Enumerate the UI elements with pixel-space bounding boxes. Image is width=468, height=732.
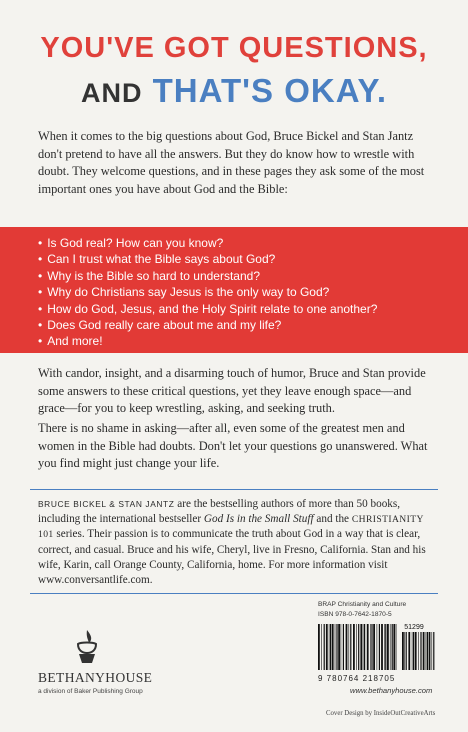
question-item: • Does God really care about me and my life?: [38, 317, 377, 333]
divider-bottom: [30, 593, 438, 594]
category-label: BRAP Christianity and Culture: [318, 601, 407, 608]
bio-book-title: God Is in the Small Stuff: [203, 513, 314, 526]
questions-box: [0, 227, 468, 353]
question-item: • Can I trust what the Bible says about God?: [38, 251, 377, 267]
price-code: 51299: [404, 624, 424, 631]
publisher-name: BETHANYHOUSE: [38, 670, 153, 685]
bio-text-3: series. Their passion is to communicate the truth about God in a way that is clear, correct, and casual. Bruce and his wife, Cheryl, live in Fresno, California. Stan and his wife, Karin, call Orange County, California, home. For more information visit www.conversantlife.com.: [38, 528, 426, 587]
bio-series: CHRISTIANITY 101: [38, 514, 424, 541]
publisher-logo: [38, 628, 153, 698]
bio-text-1: are the bestselling authors of more than 50 books, including the international bestseller: [38, 498, 401, 526]
lamp-icon: [74, 628, 100, 666]
isbn-label: ISBN 978-0-7642-1870-5: [318, 611, 392, 618]
barcode-icon: [318, 622, 436, 672]
paragraph-3: There is no shame in asking—after all, even some of the greatest men and women in the Bible had doubts. Don't let your questions go unanswered. What you find might just change your life.: [38, 421, 428, 470]
headline-line-2: [0, 72, 468, 110]
paragraph-2: With candor, insight, and a disarming touch of humor, Bruce and Stan provide some answers to these critical questions, yet they leave enough space—and grace—for you to keep wrestling, asking, and seeking truth.: [38, 366, 426, 415]
cover-credit: Cover Design by InsideOutCreativeArts: [326, 710, 436, 717]
question-item: • Why is the Bible so hard to understand?: [38, 268, 377, 284]
author-bio: [38, 497, 438, 588]
ean-number: 9 780764 218705: [318, 674, 396, 683]
headline-and: AND: [80, 78, 143, 108]
bio-authors: BRUCE BICKEL & STAN JANTZ: [38, 499, 175, 509]
question-item: • And more!: [38, 333, 377, 349]
publisher-subtitle: a division of Baker Publishing Group: [38, 688, 143, 695]
question-item: • Is God real? How can you know?: [38, 235, 377, 251]
headline-okay: THAT'S OKAY.: [152, 72, 388, 109]
questions-list: [38, 235, 377, 350]
question-item: • Why do Christians say Jesus is the only way to God?: [38, 284, 377, 300]
publisher-website: www.bethanyhouse.com: [350, 686, 433, 695]
divider-top: [30, 489, 438, 490]
question-item: • How do God, Jesus, and the Holy Spirit relate to one another?: [38, 301, 377, 317]
bio-text-2: and the: [313, 513, 352, 526]
headline-line-1: YOU'VE GOT QUESTIONS,: [40, 32, 428, 64]
intro-paragraph: When it comes to the big questions about God, Bruce Bickel and Stan Jantz don't pretend to have all the answers. But they do know how to wrestle with doubt. They welcome questions, and in these pages they ask some of the most important ones you have about God and the Bible:: [38, 129, 425, 196]
